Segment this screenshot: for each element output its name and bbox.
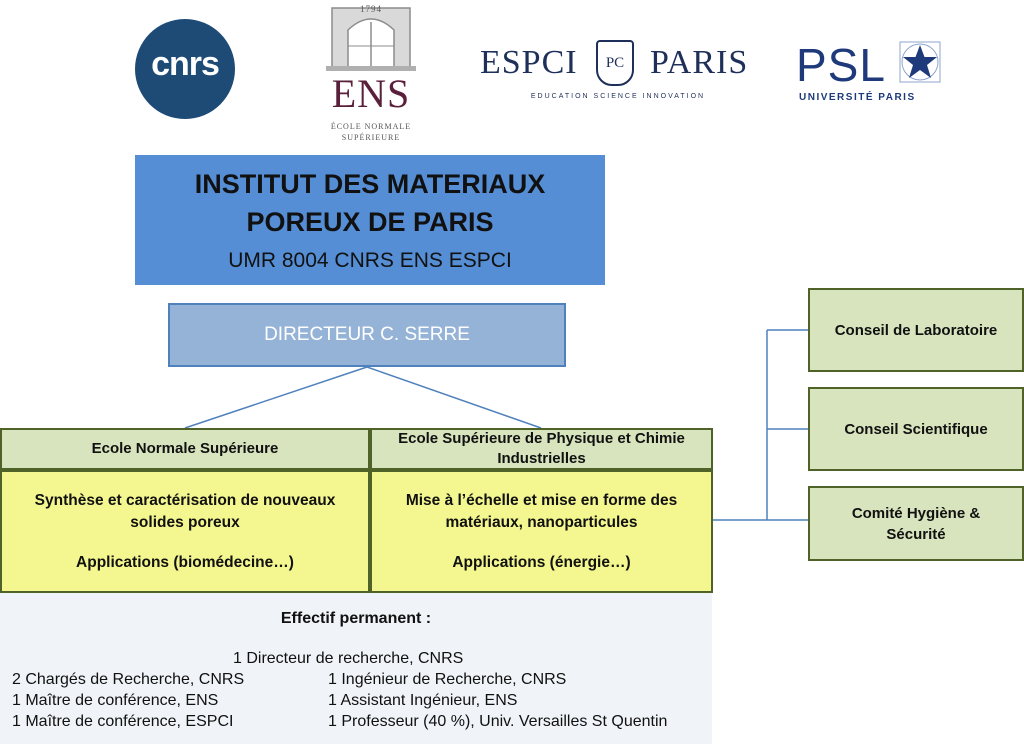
council-scientifique: Conseil Scientifique <box>808 387 1024 471</box>
school-header-ens: Ecole Normale Supérieure <box>0 428 370 470</box>
ens-logo-line2: SUPÉRIEURE <box>341 133 401 142</box>
research-text-espci: Mise à l’échelle et mise en forme des matériaux, nanoparticules <box>405 492 678 531</box>
espci-logo-right: PARIS <box>650 44 749 81</box>
staff-panel <box>0 593 712 744</box>
school-body-espci <box>370 470 713 593</box>
star-icon <box>898 40 942 84</box>
staff-left-item: 1 Maître de conférence, ESPCI <box>12 713 234 730</box>
staff-right-item: 1 Professeur (40 %), Univ. Versailles St Quentin <box>328 713 668 730</box>
cnrs-logo <box>135 19 235 119</box>
staff-left-item: 1 Maître de conférence, ENS <box>12 692 219 709</box>
ens-year: 1794 <box>360 4 382 14</box>
school-header-espci: Ecole Supérieure de Physique et Chimie Industrielles <box>370 428 713 470</box>
espci-emblem-icon: PC <box>596 40 634 86</box>
school-body-ens <box>0 470 370 593</box>
staff-right-item: 1 Ingénieur de Recherche, CNRS <box>328 671 567 688</box>
council-hygiene-securite: Comité Hygiène & Sécurité <box>808 486 1024 561</box>
institute-title-line1: INSTITUT DES MATERIAUX <box>194 169 546 199</box>
ens-logo-line1: ÉCOLE NORMALE <box>330 122 412 131</box>
psl-logo <box>796 38 946 108</box>
staff-director: 1 Directeur de recherche, CNRS <box>233 650 464 667</box>
institute-subtitle: UMR 8004 CNRS ENS ESPCI <box>228 249 512 272</box>
staff-right-item: 1 Assistant Ingénieur, ENS <box>328 692 518 709</box>
applications-text-espci: Applications (énergie…) <box>452 554 631 571</box>
espci-tagline: EDUCATION SCIENCE INNOVATION <box>530 93 706 100</box>
institute-title-line2: POREUX DE PARIS <box>246 207 494 237</box>
espci-logo-left: ESPCI <box>480 44 578 81</box>
council-laboratoire: Conseil de Laboratoire <box>808 288 1024 372</box>
cnrs-logo-text: cnrs <box>151 45 219 83</box>
espci-logo <box>478 38 758 106</box>
psl-logo-subtitle: UNIVERSITÉ PARIS <box>799 92 916 103</box>
staff-title: Effectif permanent : <box>280 610 432 627</box>
institute-title-box <box>135 155 605 285</box>
research-text-ens: Synthèse et caractérisation de nouveaux solides poreux <box>34 492 336 531</box>
ens-logo <box>318 0 424 146</box>
applications-text-ens: Applications (biomédecine…) <box>76 554 294 571</box>
psl-logo-name: PSL <box>796 39 886 91</box>
ens-logo-name: ENS <box>331 71 411 116</box>
director-box: DIRECTEUR C. SERRE <box>168 303 566 367</box>
staff-left-item: 2 Chargés de Recherche, CNRS <box>12 671 245 688</box>
